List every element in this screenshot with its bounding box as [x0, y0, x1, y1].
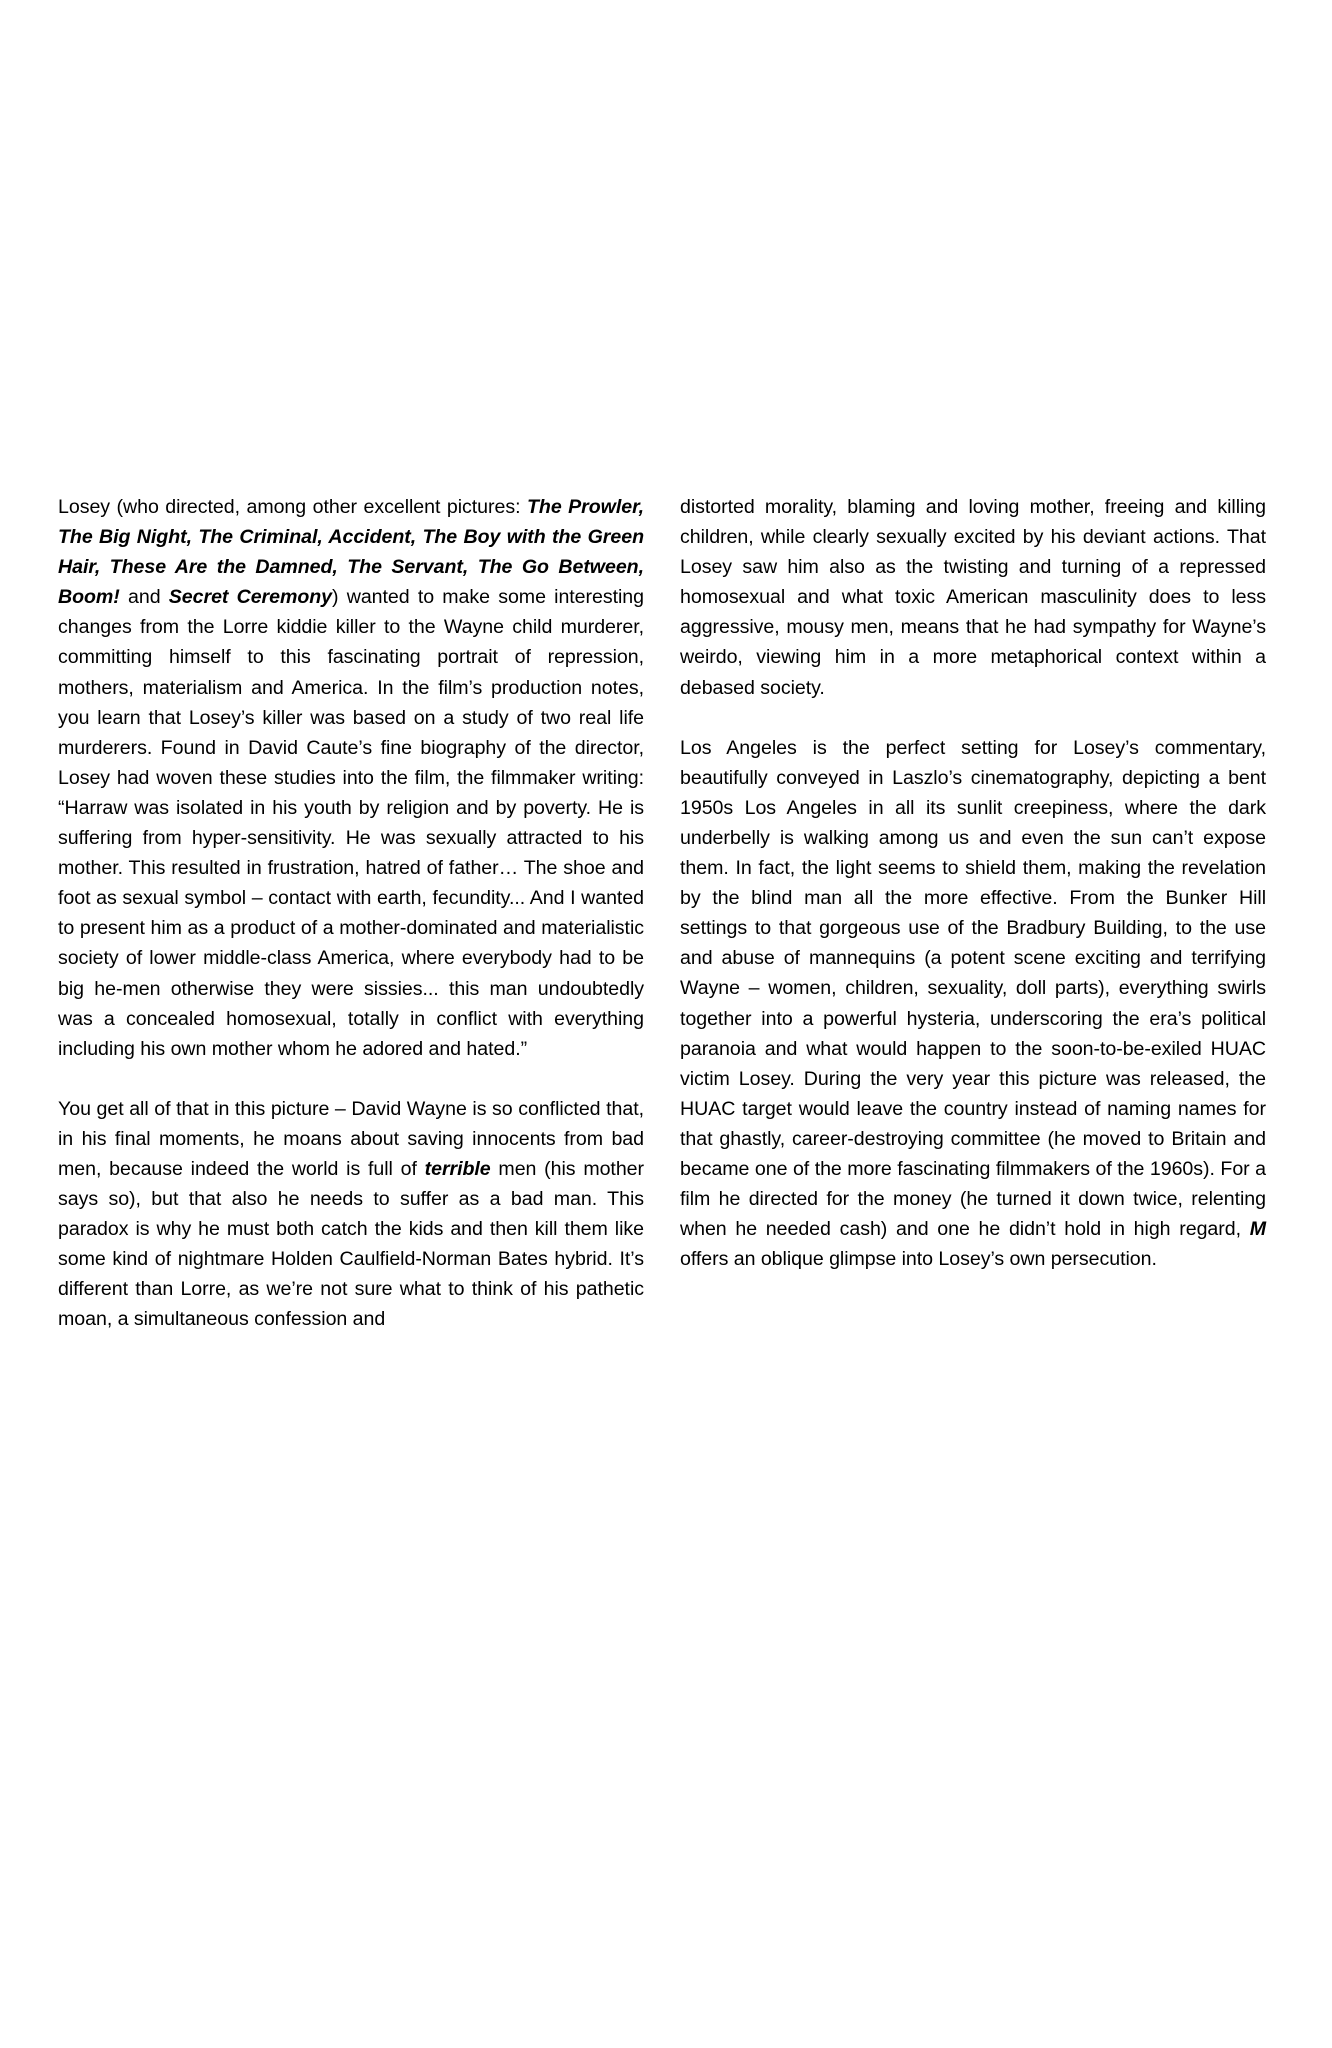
emphasized-title-text: Secret Ceremony [168, 586, 333, 609]
para-losey-directed: Losey (who directed, among other excellent pictures: The Prowler, The Big Night, The Criminal, Accident, The Boy with the Green Hair, These Are the Damned, The Servant, The Go Between, Boom! and Secret Ceremony) wanted to make some interesting changes from the Lorre kiddie killer to the Wayne child murderer, committing himself to this fascinating portrait of repression, mothers, materialism and America. In the film’s production notes, you learn that Losey’s killer was based on a study of two real life murderers. Found in David Caute’s fine biography of the director, Losey had woven these studies into the film, the filmmaker writing: “Harraw was isolated in his youth by religion and by poverty. He is suffering from hyper-sensitivity. He was sexually attracted to his mother. This resulted in frustration, hatred of father… The shoe and foot as sexual symbol – contact with earth, fecundity... And I wanted to present him as a product of a mother-dominated and materialistic society of lower middle-class America, where everybody had to be big he-men otherwise they were sissies... this man undoubtedly was a concealed homosexual, totally in conflict with everything including his own mother whom he adored and hated.” [58, 496, 644, 1060]
emphasized-title-text: M [1249, 1218, 1266, 1241]
left-column [58, 492, 644, 1335]
para-distorted-morality: distorted morality, blaming and loving mother, freeing and killing children, while clearly sexually excited by his deviant actions. That Losey saw him also as the twisting and turning of a repressed homosexual and what toxic American masculinity does to less aggressive, mousy men, means that he had sympathy for Wayne’s weirdo, viewing him in a more metaphorical context within a debased society. [680, 496, 1266, 699]
two-column-body [58, 492, 1266, 1335]
emphasized-title-text: terrible [424, 1157, 491, 1180]
para-you-get-all-of-that: You get all of that in this picture – David Wayne is so conflicted that, in his final moments, he moans about saving innocents from bad men, because indeed the world is full of terrible men (his mother says so), but that also he needs to suffer as a bad man. This paradox is why he must both catch the kids and then kill them like some kind of nightmare Holden Caulfield-Norman Bates hybrid. It’s different than Lorre, as we’re not sure what to think of his pathetic moan, a simultaneous confession and [58, 1097, 644, 1331]
emphasized-title-text: The Prowler, The Big Night, The Criminal, Accident, The Boy with the Green Hair, These Are the Damned, The Servant, The Go Between, Boom! [58, 496, 644, 609]
para-los-angeles: Los Angeles is the perfect setting for Losey’s commentary, beautifully conveyed in Laszlo’s cinematography, depicting a bent 1950s Los Angeles in all its sunlit creepiness, where the dark underbelly is walking among us and even the sun can’t expose them. In fact, the light seems to shield them, making the revelation by the blind man all the more effective. From the Bunker Hill settings to that gorgeous use of the Bradbury Building, to the use and abuse of mannequins (a potent scene exciting and terrifying Wayne – women, children, sexuality, doll parts), everything swirls together into a powerful hysteria, underscoring the era’s political paranoia and what would happen to the soon-to-be-exiled HUAC victim Losey. During the very year this picture was released, the HUAC target would leave the country instead of naming names for that ghastly, career-destroying committee (he moved to Britain and became one of the more fascinating filmmakers of the 1960s). For a film he directed for the money (he turned it down twice, relenting when he needed cash) and one he didn’t hold in high regard, M offers an oblique glimpse into Losey’s own persecution. [680, 736, 1266, 1271]
right-column [680, 492, 1266, 1335]
